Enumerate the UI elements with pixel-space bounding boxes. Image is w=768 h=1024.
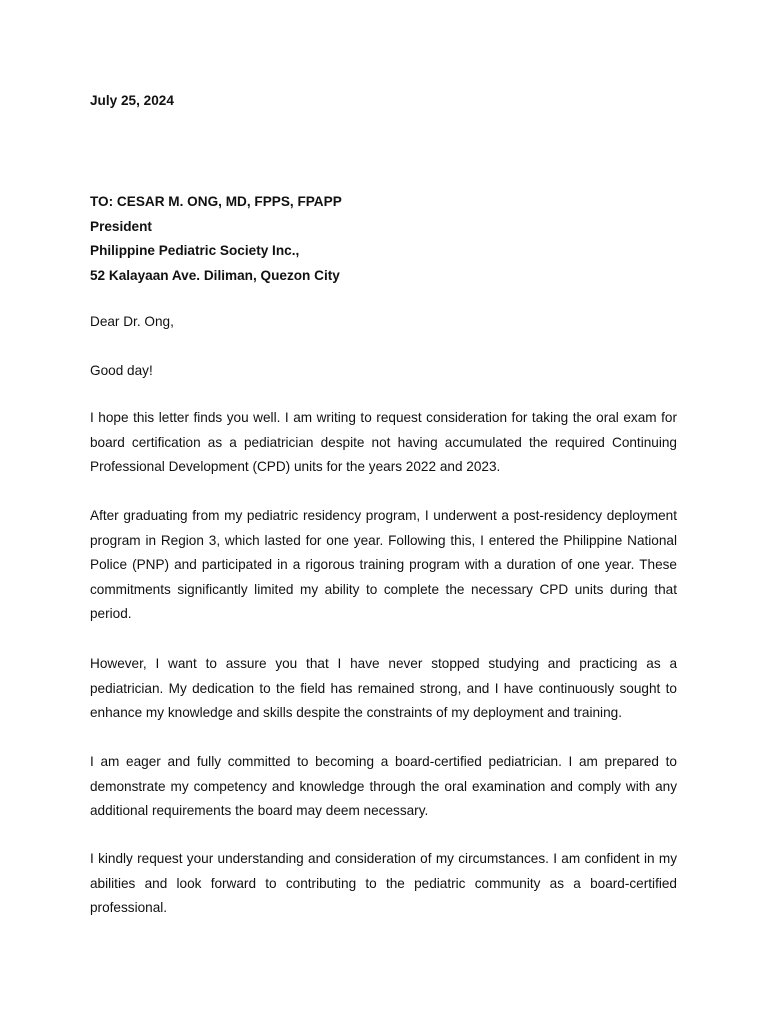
body-paragraph-2: After graduating from my pediatric residency program, I underwent a post-residency deployment program in Region 3, which lasted for one year. Following this, I entered the Philippine National Police (PNP) and participated in a rigorous training program with a duration of one year. These commitments significantly limited my ability to complete the necessary CPD units during that period. bbox=[90, 508, 677, 621]
body-paragraph-1: I hope this letter finds you well. I am writing to request consideration for taking the oral exam for board certification as a pediatrician despite not having accumulated the required Continuing Professional Development (CPD) units for the years 2022 and 2023. bbox=[90, 410, 677, 474]
recipient-to-line: TO: CESAR M. ONG, MD, FPPS, FPAPP bbox=[90, 194, 342, 209]
greeting: Good day! bbox=[90, 363, 153, 378]
body-paragraph-5: I kindly request your understanding and consideration of my circumstances. I am confident in my abilities and look forward to contributing to the pediatric community as a board-certified professional. bbox=[90, 851, 677, 915]
recipient-title: President bbox=[90, 218, 152, 234]
salutation: Dear Dr. Ong, bbox=[90, 314, 174, 329]
recipient-organization: Philippine Pediatric Society Inc., bbox=[90, 243, 300, 258]
recipient-block bbox=[90, 190, 680, 288]
letter-date: July 25, 2024 bbox=[90, 93, 174, 108]
recipient-address: 52 Kalayaan Ave. Diliman, Quezon City bbox=[90, 267, 340, 283]
body-paragraph-3: However, I want to assure you that I have never stopped studying and practicing as a pediatrician. My dedication to the field has remained strong, and I have continuously sought to enhance my knowledge and skills despite the constraints of my deployment and training. bbox=[90, 656, 677, 720]
body-paragraph-4: I am eager and fully committed to becoming a board-certified pediatrician. I am prepared to demonstrate my competency and knowledge through the oral examination and comply with any additional requirements the board may deem necessary. bbox=[90, 754, 677, 818]
